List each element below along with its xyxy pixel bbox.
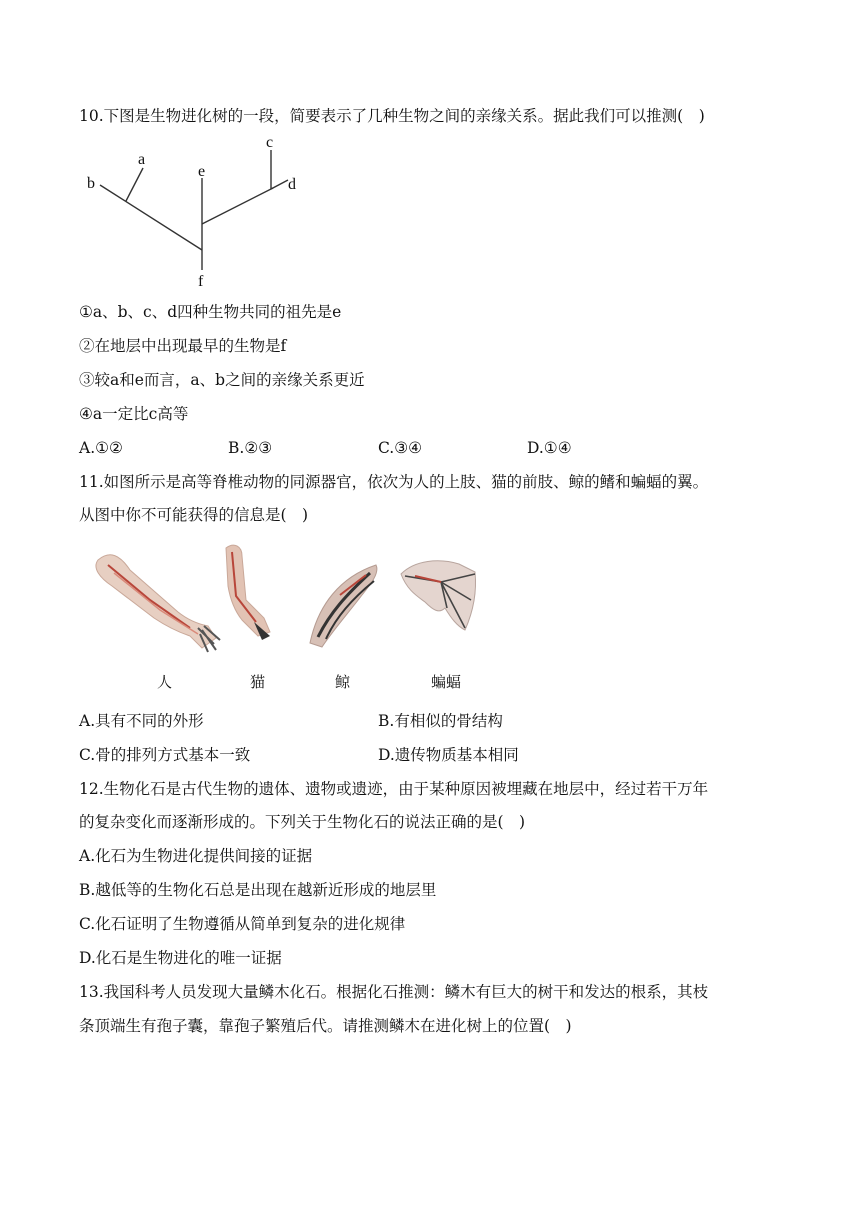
tree-label-d: d [288,176,296,193]
tree-label-c: c [266,134,274,151]
animal-label-bat: 蝙蝠 [431,673,462,691]
animal-label-human: 人 [157,673,173,691]
q11-stem-line1: 11.如图所示是高等脊椎动物的同源器官，依次为人的上肢、猫的前肢、鲸的鳍和蝙蝠的翼。 [79,473,709,491]
cat-foreleg-illustration [226,545,270,640]
q12-option-d: D.化石是生物进化的唯一证据 [79,949,282,967]
tree-branch-cd [202,188,273,224]
q12-option-c: C.化石证明了生物遵循从简单到复杂的进化规律 [79,915,406,933]
q10-option-a: A.①② [79,439,123,457]
human-arm-illustration [96,555,220,652]
tree-branch-fb [100,185,202,250]
homologous-organs-figure [90,540,490,665]
q10-statement-4: ④a一定比c高等 [79,405,189,423]
q10-option-c: C.③④ [378,439,423,457]
q12-option-a: A.化石为生物进化提供间接的证据 [79,847,313,865]
q11-option-d: D.遗传物质基本相同 [378,746,519,764]
q10-statement-3: ③较a和e而言，a、b之间的亲缘关系更近 [79,371,365,389]
tree-label-a: a [138,151,146,168]
tree-label-b: b [87,175,95,192]
q10-option-d: D.①④ [527,439,572,457]
q10-option-b: B.②③ [228,439,273,457]
whale-flipper-illustration [310,565,377,647]
q13-stem-line1: 13.我国科考人员发现大量鳞木化石。根据化石推测：鳞木有巨大的树干和发达的根系，其枝 [79,983,709,1001]
q12-stem-line1: 12.生物化石是古代生物的遗体、遗物或遗迹，由于某种原因被埋藏在地层中，经过若干万年 [79,780,709,798]
q11-option-c: C.骨的排列方式基本一致 [79,746,251,764]
tree-label-f: f [198,273,204,290]
evolution-tree-diagram [80,132,320,292]
q13-stem-line2: 条顶端生有孢子囊，靠孢子繁殖后代。请推测鳞木在进化树上的位置( ) [79,1017,572,1035]
bat-wing-illustration [401,561,476,630]
tree-label-e: e [198,163,206,180]
q10-stem: 10.下图是生物进化树的一段，简要表示了几种生物之间的亲缘关系。据此我们可以推测( ) [79,107,705,125]
q11-option-b: B.有相似的骨结构 [378,712,503,730]
q12-option-b: B.越低等的生物化石总是出现在越新近形成的地层里 [79,881,437,899]
q11-option-a: A.具有不同的外形 [79,712,204,730]
tree-branch-d [271,180,288,189]
q11-stem-line2: 从图中你不可能获得的信息是( ) [79,506,309,524]
tree-branch-a [126,168,143,201]
q10-statement-2: ②在地层中出现最早的生物是f [79,337,287,355]
q10-statement-1: ①a、b、c、d四种生物共同的祖先是e [79,303,342,321]
q12-stem-line2: 的复杂变化而逐渐形成的。下列关于生物化石的说法正确的是( ) [79,813,526,831]
animal-label-cat: 猫 [250,673,266,691]
animal-label-whale: 鲸 [335,673,351,691]
